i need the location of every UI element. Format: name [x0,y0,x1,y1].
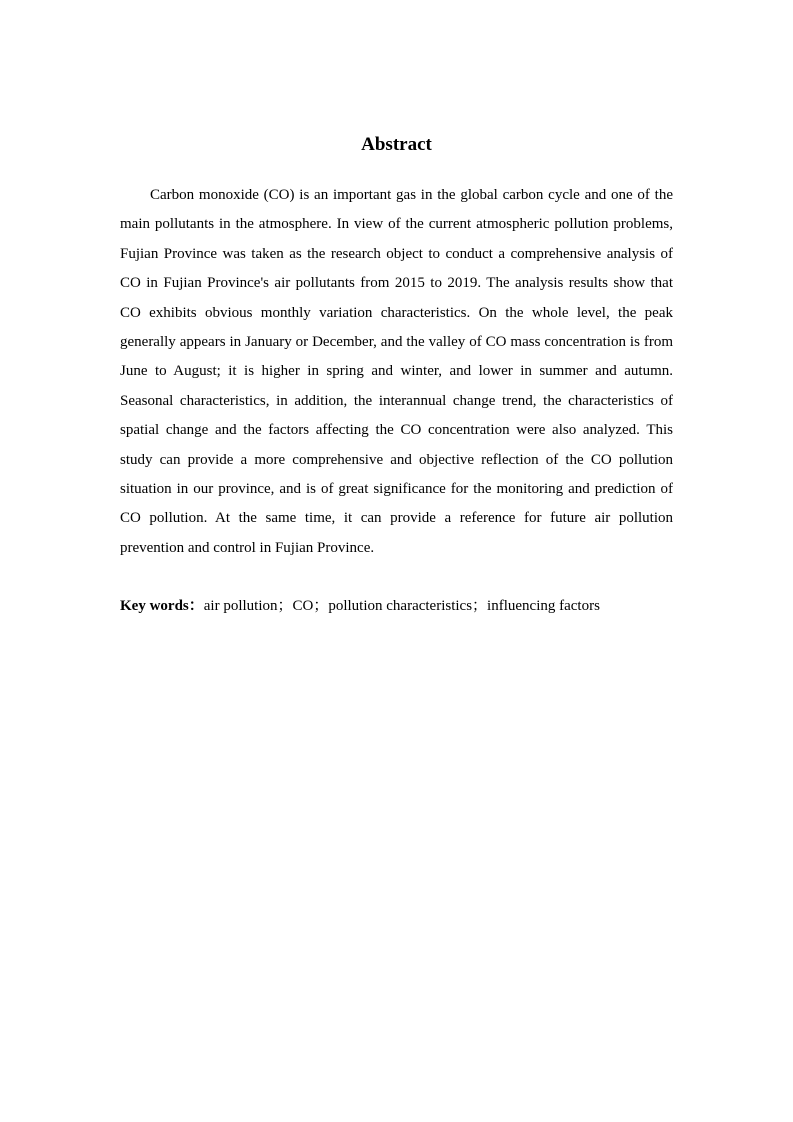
abstract-title: Abstract [361,134,432,155]
keyword-item: influencing factors [487,598,600,614]
keyword-item: air pollution； [203,598,293,614]
keywords-line [120,592,673,621]
keyword-item: CO； [292,598,329,614]
keyword-item: pollution characteristics； [328,598,488,614]
keywords-label: Key words： [120,598,204,614]
abstract-body: Carbon monoxide (CO) is an important gas in the global carbon cycle and one of the main pollutants in the atmosphere. In view of the current atmospheric pollution problems, Fujian Province was taken as the research object to conduct a comprehensive analysis of CO in Fujian Province's air pollutants from 2015 to 2019. The analysis results show that CO exhibits obvious monthly variation characteristics. On the whole level, the peak generally appears in January or December, and the valley of CO mass concentration is from June to August; it is higher in spring and winter, and lower in summer and autumn. Seasonal characteristics, in addition, the interannual change trend, the characteristics of spatial change and the factors affecting the CO concentration were also analyzed. This study can provide a more comprehensive and objective reflection of the CO pollution situation in our province, and is of great significance for the monitoring and prediction of CO pollution. At the same time, it can provide a reference for future air pollution prevention and control in Fujian Province. [120,187,673,556]
